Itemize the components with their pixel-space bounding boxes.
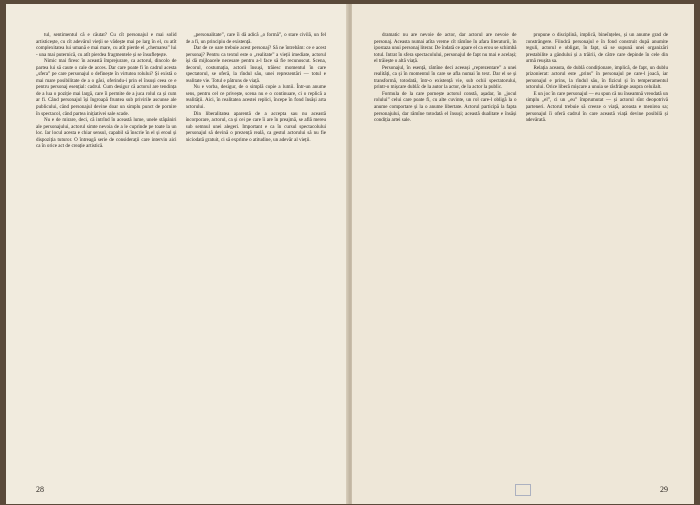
paragraph: Nu e vorba, desigur, de o simplă copie a lumii. Într-un anume sens, pentru cel ce privește, scena nu e o continuare, ci o replică a realității. Aici, în realitatea acestei replici, începe în fond însăși arta actorului.: [185, 84, 326, 111]
paragraph: Formula de la care pornește actorul constă, așadar, în „jocul rolului” celui care poate fi, cu alte cuvinte, un rol care-l obligă la o anume comportare și la o anume libertate. Actorul participă la fapta personajului, dar rămîne totodată el însuși; această dualitate e însăși condiția artei sale.: [374, 90, 517, 124]
left-column-1: [36, 32, 177, 462]
paragraph: Din liberalitatea aparentă de a accepta sau nu această încorporare, actorul, ca și cei pe care îi are în preajmă, se află mereu sub semnul unei alegeri. Important e ca în cursul spectacolului personajul să devină o prezență reală, ca gestul actorului să nu fie niciodată gratuit, ci să exprime o atitudine, un adevăr al vieții.: [185, 110, 326, 143]
paragraph: propune o disciplină, implică, bineînțeles, și un anume grad de constrângere. Fiindcă personajul e în fond construit după anumite reguli, actorul e obligat, în fapt, să se supună unei organizări prestabilite a gândului și a trăirii, de către care depinde în cele din urmă reușita sa.: [525, 32, 668, 65]
right-column-2: [526, 32, 669, 462]
paragraph: Nimic mai firesc în această împrejurare, ca actorul, dincolo de partea lui să caute o cale de acces. Dar care poate fi în cadrul acesta „sfera” pe care personajul o definește în virtutea rolului? Și există o mai mare posibilitate de a o găsi, oferindu-i prin el însuși ceea ce e pentru personaj esențial: cadrul. Cum desigur că actorul are tendința de a lua o poziție mai largă, care îi permite de a juca rolul ca și cum ar fi. Când personajul își îngroapă fruntea sub privirile ascunse ale publicului, când personajul devine doar un simplu punct de pornire în spectacol, când partea inițiativei sale scade.: [36, 58, 177, 117]
paragraph: Nu e de mirare, deci, că intrînd în această lume, unele stăpâniri ale personajului, actorul simte nevoia de a le cuprinde pe toate la un loc. Iar locul acesta e chiar sensul, capabil să înscrie în el și eroul și dispoziția tuturor. O întreagă serie de considerații care intervin aici ca în orice act de creație artistică.: [36, 117, 177, 150]
page-number: 29: [660, 485, 668, 494]
paragraph: E un joc în care personajul — eu spun că nu înseamnă vreodată un simplu „el”, ci un „eu” împrumutat — și actorul sînt deopotrivă parteneri. Actorul trebuie să creeze o viață, aceasta e menirea sa; personajul îi oferă cadrul în care această viață devine posibilă și adevărată.: [525, 90, 668, 124]
right-column-1: [374, 32, 517, 462]
open-book: [6, 4, 694, 504]
paragraph: Dar de ce oare trebuie acest personaj? Să ne întrebăm: ce e acest personaj? Pentru ca textul este o „realitate” a vieții imediate, actorul își dă mijloacele necesare pentru a-l face să fie recunoscut. Scena, decorul, costumația, actorii însuși, trăiesc momentul în care spectatorul, se oferă, la rîndul său, unei reprezentări — totul e realitate vie. Totul e pătruns de viață.: [185, 45, 326, 84]
paragraph: Relația aceasta, de dublă condiționare, implică, de fapt, un dublu prizonierat: actorul este „prins” în personajul pe care-l joacă, iar personajul e prins, la rîndul său, în fizicul și în temperamentul actorului. Orice liberă mișcare a unuia se răsfrânge asupra celuilalt.: [525, 64, 668, 91]
paragraph: Personajul, în esență, rămîne deci aceeași „reprezentare” a unei realități, ca și în momentul în care se afla numai în text. Dar el se și transformă, totodată, într-o existență vie, sub ochii spectatorului, printr-o mișcare dublă: de la autor la actor, de la actor la public.: [374, 64, 517, 91]
left-column-2: [186, 32, 327, 462]
right-page: [352, 4, 694, 504]
paragraph: dramatic nu are nevoie de actor, dar actorul are nevoie de personaj. Aceasta numai atîta vreme cît rămîne în afara literaturii, în ipostaza unui personaj literar. De îndată ce apare el ca erou se schimbă totul. Intrat în sfera spectacolului, personajul de fapt nu mai e același; el trăiește o altă viață.: [374, 32, 517, 65]
paragraph: „personalitate”, care îi dă adică „o formă”, o stare civilă, un fel de a fi, un principiu de existență.: [185, 32, 326, 45]
library-stamp: [515, 484, 531, 496]
paragraph: tul, sentimentul că e căutat? Cu cît personajul e mai solid artisticește, cu cît adevărul vieții se vădește mai pe larg în el, cu atît complexitatea lui umană e mai mare, cu atît pierde el „chemarea” lui - una mai puternică, cu atît pierdea fragmentele și se însuflețește.: [36, 32, 177, 58]
page-number: 28: [36, 485, 44, 494]
left-page: [6, 4, 348, 504]
